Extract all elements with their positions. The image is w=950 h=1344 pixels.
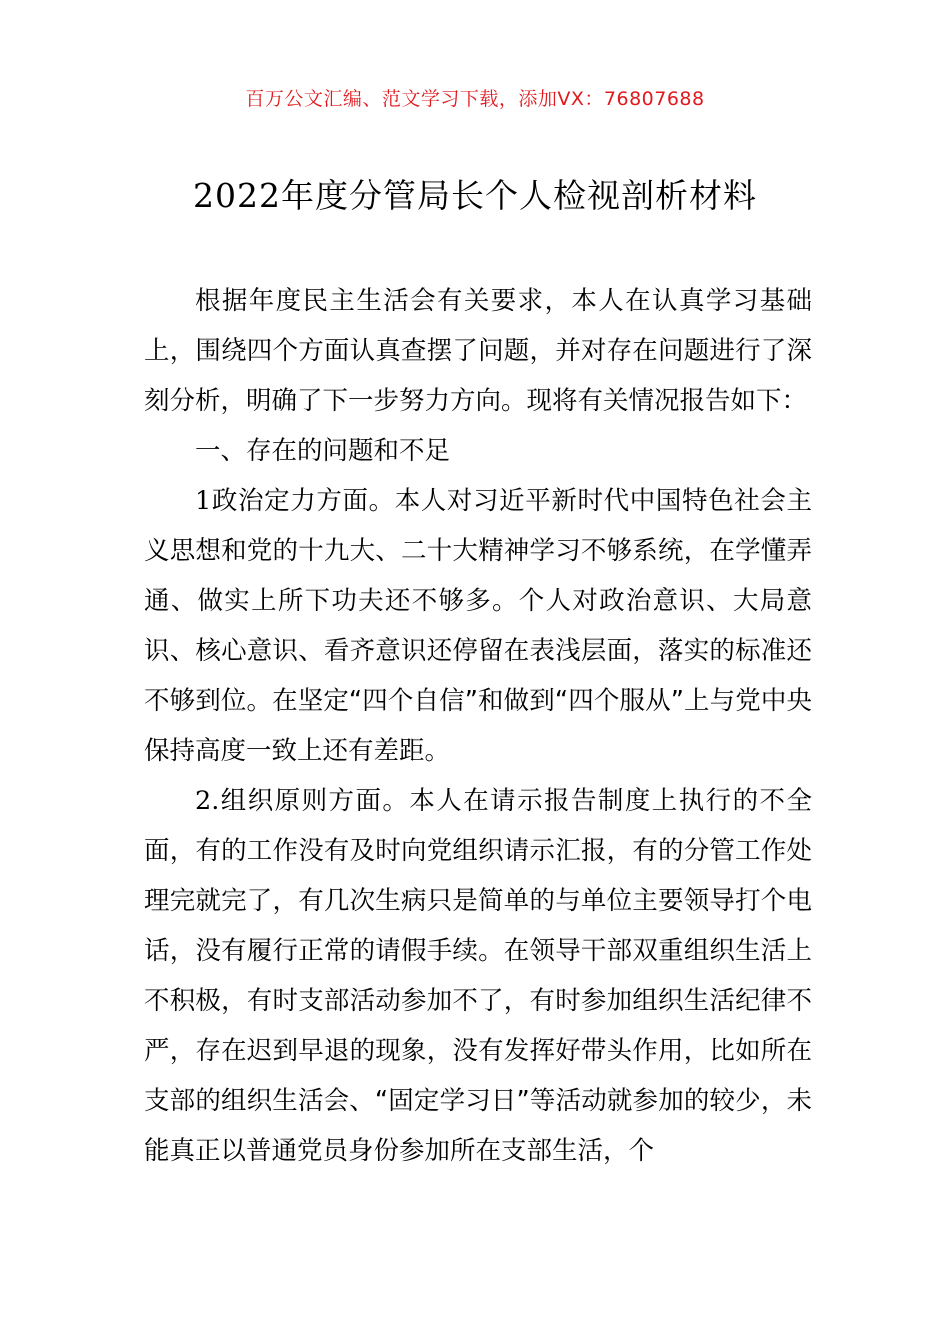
item-1-text: 政治定力方面。本人对习近平新时代中国特色社会主义思想和党的十九大、二十大精神学习不够系统，在学懂弄通、做实上所下功夫还不够多。个人对政治意识、大局意识、核心意识、看齐意识还停留在表浅层面，落实的标准还不够到位。在坚定“四个自信”和做到“四个服从”上与党中央保持高度一致上还有差距。: [144, 486, 812, 766]
paragraph-item-2: [144, 776, 812, 1176]
item-2-text: 组织原则方面。本人在请示报告制度上执行的不全面，有的工作没有及时向党组织请示汇报，有的分管工作处理完就完了，有几次生病只是简单的与单位主要领导打个电话，没有履行正常的请假手续。在领导干部双重组织生活上不积极，有时支部活动参加不了，有时参加组织生活纪律不严，存在迟到早退的现象，没有发挥好带头作用，比如所在支部的组织生活会、“固定学习日”等活动就参加的较少，未能真正以普通党员身份参加所在支部生活，个: [144, 786, 812, 1166]
title-year: 2022: [193, 176, 281, 215]
item-1-number: 1: [195, 486, 212, 516]
promo-banner: 百万公文汇编、范文学习下载，添加VX：76807688: [245, 88, 705, 110]
paragraph-intro: 根据年度民主生活会有关要求，本人在认真学习基础上，围绕四个方面认真查摆了问题，并对存在问题进行了深刻分析，明确了下一步努力方向。现将有关情况报告如下：: [144, 286, 812, 416]
item-2-number: 2.: [195, 786, 220, 816]
section-heading: 一、存在的问题和不足: [195, 436, 451, 466]
paragraph-item-1: [144, 476, 812, 776]
document-title: [0, 170, 950, 217]
document-body: [144, 276, 812, 1176]
title-text: 年度分管局长个人检视剖析材料: [280, 176, 757, 215]
